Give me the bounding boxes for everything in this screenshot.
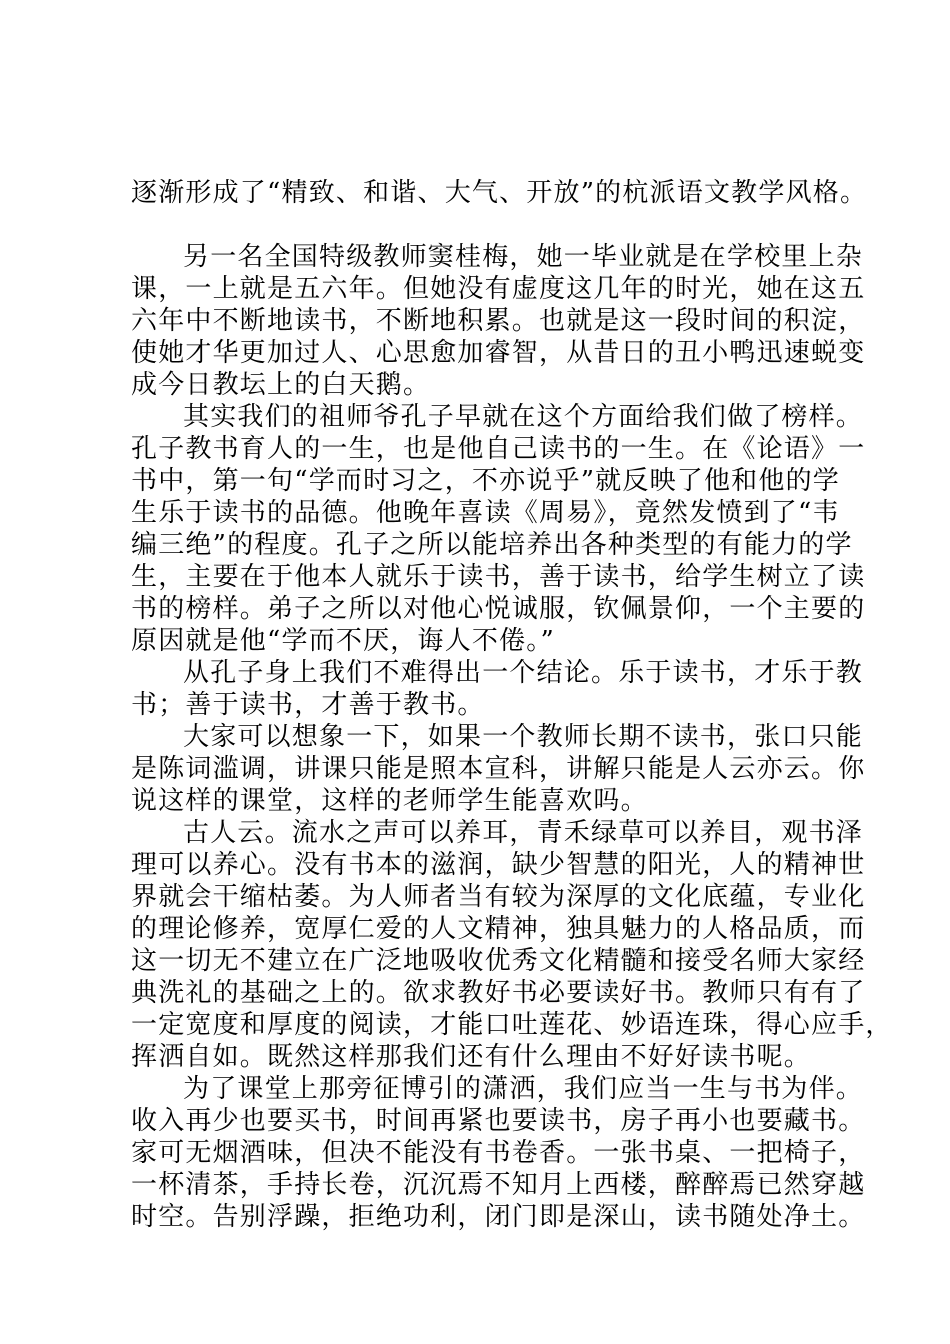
text-line: 界就会干缩枯萎。为人师者当有较为深厚的文化底蕴，专业化 <box>131 882 866 912</box>
text-line: 另一名全国特级教师窦桂梅，她一毕业就是在学校里上杂 <box>183 242 864 272</box>
text-line: 成今日教坛上的白天鹅。 <box>131 370 431 400</box>
text-line: 六年中不断地读书，不断地积累。也就是这一段时间的积淀， <box>131 306 866 336</box>
text-line: 为了课堂上那旁征博引的潇洒，我们应当一生与书为伴。 <box>183 1074 864 1104</box>
text-line: 从孔子身上我们不难得出一个结论。乐于读书，才乐于教 <box>183 658 864 688</box>
text-line: 理可以养心。没有书本的滋润，缺少智慧的阳光，人的精神世 <box>131 850 866 880</box>
text-line: 古人云。流水之声可以养耳，青禾绿草可以养目，观书泽 <box>183 818 864 848</box>
text-line: 一杯清茶，手持长卷，沉沉焉不知月上西楼，醉醉焉已然穿越 <box>131 1170 866 1200</box>
text-line: 时空。告别浮躁，拒绝功利，闭门即是深山，读书随处净土。 <box>131 1202 866 1232</box>
text-line: 书中，第一句“学而时习之，不亦说乎”就反映了他和他的学 <box>131 466 840 496</box>
text-line: 孔子教书育人的一生，也是他自己读书的一生。在《论语》一 <box>131 434 866 464</box>
text-line: 生，主要在于他本人就乐于读书，善于读书，给学生树立了读 <box>131 562 866 592</box>
text-line: 这一切无不建立在广泛地吸收优秀文化精髓和接受名师大家经 <box>131 946 866 976</box>
text-line: 课，一上就是五六年。但她没有虚度这几年的时光，她在这五 <box>131 274 866 304</box>
text-line: 挥洒自如。既然这样那我们还有什么理由不好好读书呢。 <box>131 1042 812 1072</box>
text-line: 书；善于读书，才善于教书。 <box>131 690 485 720</box>
text-line: 是陈词滥调，讲课只能是照本宣科，讲解只能是人云亦云。你 <box>131 754 866 784</box>
text-line: 典洗礼的基础之上的。欲求教好书必要读好书。教师只有有了 <box>131 978 866 1008</box>
text-line: 说这样的课堂，这样的老师学生能喜欢吗。 <box>131 786 648 816</box>
text-line: 家可无烟酒味，但决不能没有书卷香。一张书桌、一把椅子， <box>131 1138 866 1168</box>
text-line: 的理论修养，宽厚仁爱的人文精神，独具魅力的人格品质，而 <box>131 914 866 944</box>
text-line: 编三绝”的程度。孔子之所以能培养出各种类型的有能力的学 <box>131 530 853 560</box>
text-line: 其实我们的祖师爷孔子早就在这个方面给我们做了榜样。 <box>183 402 864 432</box>
text-line: 书的榜样。弟子之所以对他心悦诚服，钦佩景仰，一个主要的 <box>131 594 866 624</box>
text-line: 原因就是他“学而不厌，诲人不倦。” <box>131 626 555 656</box>
text-line: 收入再少也要买书，时间再紧也要读书，房子再小也要藏书。 <box>131 1106 866 1136</box>
text-line: 大家可以想象一下，如果一个教师长期不读书，张口只能 <box>183 722 864 752</box>
text-line: 使她才华更加过人、心思愈加睿智，从昔日的丑小鸭迅速蜕变 <box>131 338 866 368</box>
text-line: 一定宽度和厚度的阅读，才能口吐莲花、妙语连珠，得心应手， <box>131 1010 893 1040</box>
text-line: 生乐于读书的品德。他晚年喜读《周易》，竟然发愤到了“韦 <box>131 498 840 528</box>
text-line: 逐渐形成了“精致、和谐、大气、开放”的杭派语文教学风格。 <box>131 178 868 208</box>
